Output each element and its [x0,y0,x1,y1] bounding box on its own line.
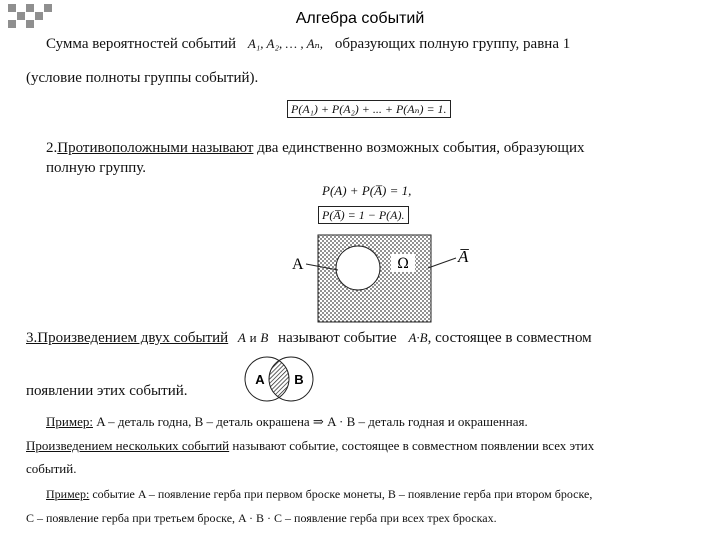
paragraph-opposite-line1 [46,140,584,157]
slide-title: Алгебра событий [295,10,425,27]
sum-text-a: Сумма вероятностей событий [46,36,237,52]
paragraph-several-line2: событий. [26,461,77,476]
circle-b-label: B [294,372,304,387]
several-term: Произведением нескольких событий [26,438,230,453]
formula-full-group: P(A₁) + P(A₂) + ... + P(Aₙ) = 1. [287,100,451,118]
paragraph-product-line1 [26,330,592,347]
example-2-line1 [46,487,592,502]
events-list: A₁, A₂, … , Aₙ, [247,36,324,51]
example-1-text: A – деталь годна, B – деталь окрашена ⇒ A · B – деталь годная и окрашенная. [96,414,528,429]
product-term: 3.Произведением двух событий [26,330,229,346]
product-and: и [249,330,257,345]
product-ab: A·B [408,330,428,345]
product-mid: называют событие [278,330,397,346]
example-2-label: Пример: [46,487,90,501]
venn-product-diagram [240,353,320,405]
example-1 [46,414,528,429]
not-a-label: A̅ [458,247,469,266]
paragraph-opposite-line2: полную группу. [46,160,147,176]
sum-text-b: образующих полную группу, равна 1 [334,36,571,52]
several-rest: называют событие, состоящее в совместном появлении всех этих [232,438,595,453]
example-2-text-1: событие A – появление герба при первом броске монеты, B – появление герба при втором броске, [92,487,593,501]
opposite-rest: два единственно возможных события, образующих [257,140,585,156]
formula-opposite-sum: P(A) + P(A̅) = 1, [322,183,412,198]
formula-opposite-prob: P(A̅) = 1 − P(A). [318,206,409,224]
opposite-term: Противоположными называют [57,140,254,156]
not-a-pointer-line [428,258,456,268]
product-b: B [260,330,269,345]
event-a-circle [336,246,380,290]
paragraph-several-line1 [26,438,594,453]
a-label: A [292,256,304,273]
example-1-label: Пример: [46,414,93,429]
omega-label: Ω [397,256,409,272]
paragraph-sum-line2: (условие полноты группы событий). [26,70,259,86]
example-2-line2: C – появление герба при третьем броске, A · B · C – появление герба при всех трех бросках. [26,511,497,525]
venn-complement-diagram [270,228,490,328]
paragraph-product-line2: появлении этих событий. [26,383,188,399]
circle-a-label: A [255,372,265,387]
opposite-prefix: 2. [46,140,58,156]
product-rest: , состоящее в совместном [427,330,592,346]
product-a: A [237,330,246,345]
paragraph-sum-line1 [46,36,570,53]
